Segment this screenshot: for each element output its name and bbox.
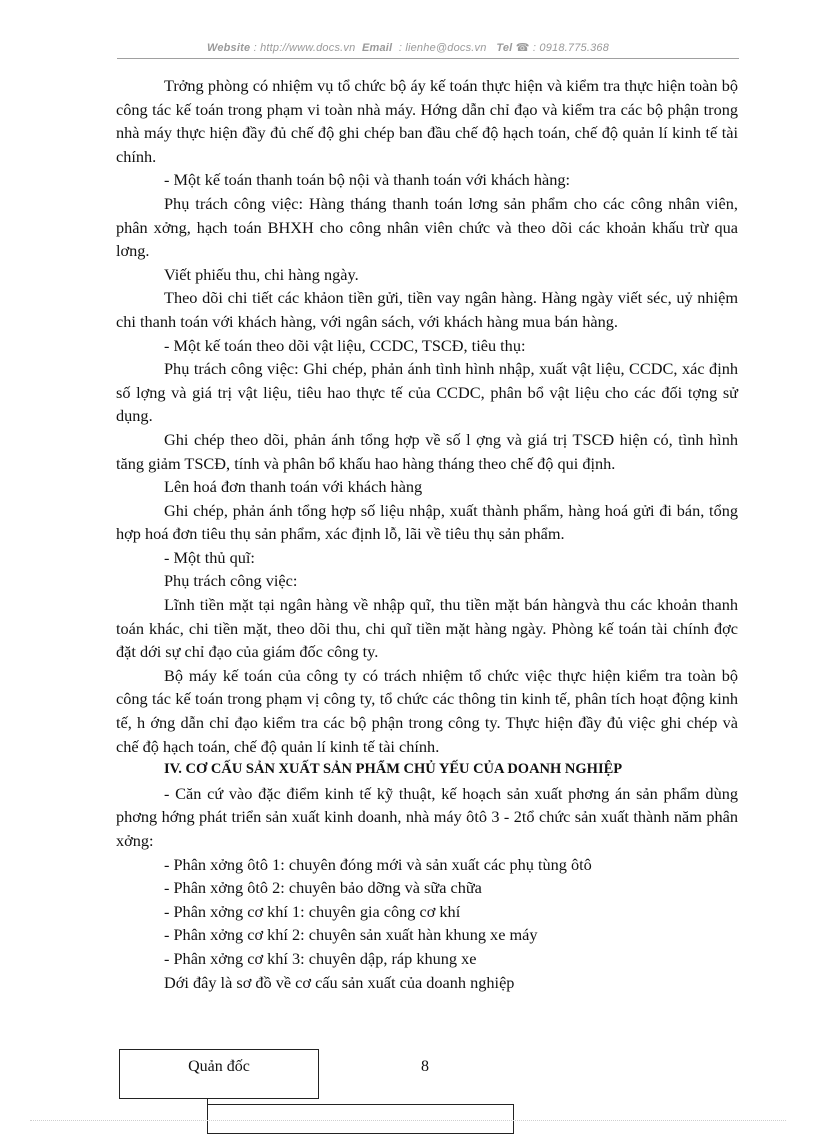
paragraph: - Một kế toán thanh toán bộ nội và thanh toán với khách hàng: bbox=[164, 170, 571, 190]
paragraph: Lĩnh tiền mặt tại ngân hàng về nhập quĩ, thu tiền mặt bán hàngvà thu các khoản thanh toán khác, chi tiền mặt, theo dõi thu, chi quĩ tiền mặt hàng ngày. Phòng kế toán tài chính đợc đặt dới sự chỉ đạo của giám đốc công ty. bbox=[116, 595, 738, 662]
footer-divider bbox=[30, 1120, 786, 1121]
header-divider bbox=[117, 58, 739, 59]
tel-label: Tel bbox=[496, 42, 513, 54]
paragraph: Dới đây là sơ đồ về cơ cấu sản xuất của doanh nghiệp bbox=[164, 972, 515, 992]
paragraph: Bộ máy kế toán của công ty có trách nhiệm tổ chức việc thực hiện kiểm tra toàn bộ công tác kế toán trong phạm vị công ty, tổ chức các thông tin kinh tế, phân tích hoạt động kinh tế, h ớng dẫn chỉ đạo kiểm tra các bộ phận trong công ty. Thực hiện đầy đủ việc ghi chép và chế độ hạch toán, chế độ quản lí kinh tế tài chính. bbox=[116, 665, 738, 756]
diagram-box-quan-doc bbox=[119, 1049, 319, 1099]
paragraph: Phụ trách công việc: Hàng tháng thanh toán lơng sản phẩm cho các công nhân viên, phân xởng, hạch toán BHXH cho công nhân viên chức và theo dõi các khoản khấu trừ qua lơng. bbox=[116, 193, 738, 261]
diagram-box-label: Quản đốc bbox=[188, 1058, 250, 1075]
page-number: 8 bbox=[421, 1058, 429, 1075]
list-item: - Phân xởng ôtô 1: chuyên đóng mới và sản xuất các phụ tùng ôtô bbox=[164, 854, 592, 874]
paragraph: Phụ trách công việc: Ghi chép, phản ánh tình hình nhập, xuất vật liệu, CCDC, xác định số lợng và giá trị vật liệu, tiêu hao thực tế của CCDC, phân bổ vật liệu cho các đối tợng sử dụng. bbox=[116, 359, 738, 426]
list-item: - Phân xởng ôtô 2: chuyên bảo dỡng và sữa chữa bbox=[164, 878, 482, 898]
diagram-box-lower bbox=[207, 1104, 514, 1134]
paragraph: - Một kế toán theo dõi vật liệu, CCDC, TSCĐ, tiêu thụ: bbox=[164, 335, 526, 355]
paragraph: Phụ trách công việc: bbox=[164, 571, 298, 591]
paragraph: - Căn cứ vào đặc điểm kinh tế kỹ thuật, kế hoạch sản xuất phơng án sản phẩm dùng phơng hớng phát triển sản xuất kinh doanh, nhà máy ôtô 3 - 2tổ chức sản xuất thành năm phân xởng: bbox=[116, 783, 738, 850]
website-label: Website bbox=[206, 42, 251, 54]
paragraph: Ghi chép, phản ánh tổng hợp số liệu nhập, xuất thành phẩm, hàng hoá gửi đi bán, tổng hợp hoá đơn tiêu thụ sản phẩm, xác định lỗ, lãi về tiêu thụ sản phẩm. bbox=[116, 500, 738, 544]
website-value[interactable]: : http://www.docs.vn bbox=[253, 42, 356, 54]
tel-value: ☎ : 0918.775.368 bbox=[515, 42, 610, 54]
paragraph: - Một thủ quĩ: bbox=[164, 547, 255, 567]
email-label: Email bbox=[361, 42, 393, 54]
paragraph: Trởng phòng có nhiệm vụ tổ chức bộ áy kế toán thực hiện và kiểm tra thực hiện toàn bộ công tác kế toán trong phạm vi toàn nhà máy. Hớng dẫn chỉ đạo và kiểm tra các bộ phận trong nhà máy thực hiện đầy đủ chế độ ghi chép ban đầu chế độ hạch toán, chế độ quản lí kinh tế tài chính. bbox=[116, 76, 738, 166]
paragraph: Ghi chép theo dõi, phản ánh tổng hợp về số l ợng và giá trị TSCĐ hiện có, tình hình tăng giảm TSCĐ, tính và phân bổ khấu hao hàng tháng theo chế độ qui định. bbox=[116, 429, 738, 473]
document-body bbox=[116, 74, 738, 994]
paragraph: Lên hoá đơn thanh toán với khách hàng bbox=[164, 477, 423, 497]
paragraph: Theo dõi chi tiết các khảon tiền gửi, tiền vay ngân hàng. Hàng ngày viết séc, uỷ nhiệm chi thanh toán với khách hàng, với ngân sách, với khách hàng mua bán hàng. bbox=[116, 288, 738, 331]
email-value[interactable]: : lienhe@docs.vn bbox=[398, 42, 487, 54]
section-heading: IV. CƠ CẤU SẢN XUẤT SẢN PHẨM CHỦ YẾU CỦA DOANH NGHIỆP bbox=[164, 761, 623, 778]
paragraph: Viết phiếu thu, chi hàng ngày. bbox=[164, 264, 359, 284]
list-item: - Phân xởng cơ khí 2: chuyên sản xuất hàn khung xe máy bbox=[164, 925, 538, 945]
page-header bbox=[0, 41, 816, 54]
list-item: - Phân xởng cơ khí 1: chuyên gia công cơ khí bbox=[164, 901, 461, 921]
list-item: - Phân xởng cơ khí 3: chuyên dập, ráp khung xe bbox=[164, 948, 477, 968]
